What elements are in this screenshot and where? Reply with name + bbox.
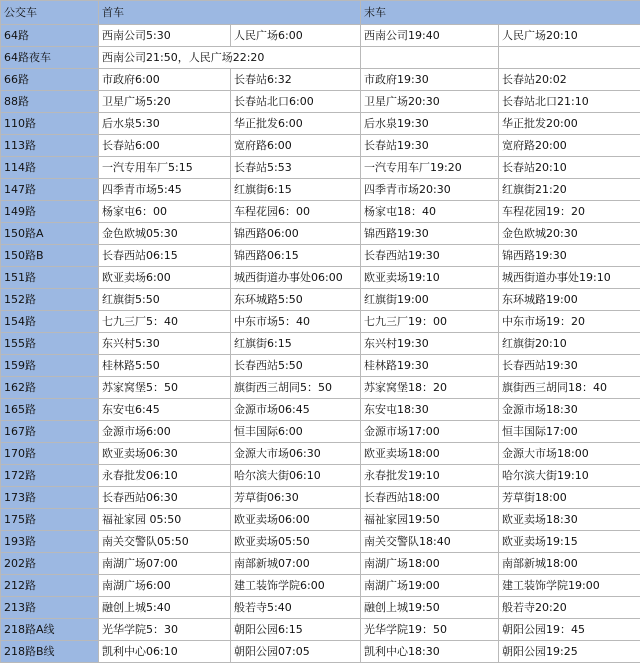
table-row [1, 333, 640, 355]
table-row [1, 377, 640, 399]
last-bus-cell: 南关交警队18:40 [361, 531, 499, 553]
route-cell: 66路 [1, 69, 99, 91]
first-bus-cell: 融创上城5:40 [99, 597, 231, 619]
last-bus-cell: 杨家屯18：40 [361, 201, 499, 223]
route-cell: 162路 [1, 377, 99, 399]
route-cell: 218路B线 [1, 641, 99, 663]
first-bus-cell: 长春站6:32 [231, 69, 361, 91]
route-cell: 150路B [1, 245, 99, 267]
table-row [1, 465, 640, 487]
first-bus-cell: 朝阳公园07:05 [231, 641, 361, 663]
last-bus-cell: 后水泉19:30 [361, 113, 499, 135]
last-bus-cell: 七九三厂19：00 [361, 311, 499, 333]
table-row [1, 355, 640, 377]
table-row [1, 619, 640, 641]
last-bus-cell: 南湖广场19:00 [361, 575, 499, 597]
table-row [1, 91, 640, 113]
last-bus-cell: 长春站20:10 [499, 157, 640, 179]
route-cell: 152路 [1, 289, 99, 311]
first-bus-cell: 四季青市场5:45 [99, 179, 231, 201]
first-bus-cell: 长春站5:53 [231, 157, 361, 179]
first-bus-cell: 杨家屯6：00 [99, 201, 231, 223]
schedule-body [1, 25, 640, 663]
first-bus-cell: 红旗街5:50 [99, 289, 231, 311]
last-bus-cell: 金源市场17:00 [361, 421, 499, 443]
route-cell: 151路 [1, 267, 99, 289]
last-bus-cell: 城西街道办事处19:10 [499, 267, 640, 289]
last-bus-cell: 长春西站19:30 [361, 245, 499, 267]
first-bus-cell: 南湖广场07:00 [99, 553, 231, 575]
table-row [1, 179, 640, 201]
first-bus-cell: 南部新城07:00 [231, 553, 361, 575]
last-bus-cell [361, 47, 499, 69]
route-cell: 212路 [1, 575, 99, 597]
first-bus-cell: 人民广场6:00 [231, 25, 361, 47]
first-bus-cell: 宽府路6:00 [231, 135, 361, 157]
first-bus-cell: 哈尔滨大街06:10 [231, 465, 361, 487]
last-bus-cell: 西南公司19:40 [361, 25, 499, 47]
table-row [1, 69, 640, 91]
last-bus-cell: 长春西站19:30 [499, 355, 640, 377]
route-cell: 165路 [1, 399, 99, 421]
table-row [1, 399, 640, 421]
last-bus-cell: 中东市场19：20 [499, 311, 640, 333]
table-row [1, 201, 640, 223]
first-bus-cell: 东环城路5:50 [231, 289, 361, 311]
last-bus-cell: 红旗街20:10 [499, 333, 640, 355]
last-bus-cell: 苏家窝堡18：20 [361, 377, 499, 399]
first-bus-cell: 金色欧城05:30 [99, 223, 231, 245]
last-bus-cell: 福祉家园19:50 [361, 509, 499, 531]
last-bus-cell: 凯利中心18:30 [361, 641, 499, 663]
first-bus-cell: 市政府6:00 [99, 69, 231, 91]
first-bus-cell: 华正批发6:00 [231, 113, 361, 135]
last-bus-cell: 金源市场18:30 [499, 399, 640, 421]
first-bus-cell: 一汽专用车厂5:15 [99, 157, 231, 179]
table-row [1, 135, 640, 157]
table-row [1, 443, 640, 465]
route-cell: 159路 [1, 355, 99, 377]
first-bus-cell: 红旗街6:15 [231, 179, 361, 201]
table-row [1, 641, 640, 663]
route-cell: 172路 [1, 465, 99, 487]
last-bus-cell: 锦西路19:30 [499, 245, 640, 267]
last-bus-cell: 金源大市场18:00 [499, 443, 640, 465]
table-row [1, 245, 640, 267]
last-bus-cell: 长春站20:02 [499, 69, 640, 91]
last-bus-cell: 旗街西三胡同18：40 [499, 377, 640, 399]
table-row [1, 311, 640, 333]
first-bus-cell: 长春西站5:50 [231, 355, 361, 377]
last-bus-cell: 建工装饰学院19:00 [499, 575, 640, 597]
first-bus-cell: 光华学院5：30 [99, 619, 231, 641]
last-bus-cell: 锦西路19:30 [361, 223, 499, 245]
last-bus-cell: 东兴村19:30 [361, 333, 499, 355]
first-bus-cell: 锦西路06:15 [231, 245, 361, 267]
route-cell: 150路A [1, 223, 99, 245]
last-bus-cell: 融创上城19:50 [361, 597, 499, 619]
first-bus-cell: 恒丰国际6:00 [231, 421, 361, 443]
route-cell: 64路 [1, 25, 99, 47]
first-bus-cell: 欧亚卖场06:00 [231, 509, 361, 531]
first-bus-cell: 红旗街6:15 [231, 333, 361, 355]
table-row [1, 113, 640, 135]
last-bus-cell: 一汽专用车厂19:20 [361, 157, 499, 179]
first-bus-cell: 金源大市场06:30 [231, 443, 361, 465]
header-route: 公交车 [1, 1, 99, 25]
route-cell: 64路夜车 [1, 47, 99, 69]
last-bus-cell: 欧亚卖场18:00 [361, 443, 499, 465]
first-bus-cell: 长春站6:00 [99, 135, 231, 157]
first-bus-cell: 后水泉5:30 [99, 113, 231, 135]
last-bus-cell [499, 47, 640, 69]
route-cell: 147路 [1, 179, 99, 201]
last-bus-cell: 卫星广场20:30 [361, 91, 499, 113]
first-bus-cell: 长春站北口6:00 [231, 91, 361, 113]
first-bus-cell: 七九三厂5：40 [99, 311, 231, 333]
table-row [1, 157, 640, 179]
table-row [1, 25, 640, 47]
route-cell: 154路 [1, 311, 99, 333]
last-bus-cell: 红旗街21:20 [499, 179, 640, 201]
table-row [1, 531, 640, 553]
first-bus-cell: 锦西路06:00 [231, 223, 361, 245]
last-bus-cell: 哈尔滨大街19:10 [499, 465, 640, 487]
first-bus-cell: 车程花园6：00 [231, 201, 361, 223]
first-bus-cell: 南关交警队05:50 [99, 531, 231, 553]
route-cell: 175路 [1, 509, 99, 531]
last-bus-cell: 长春站北口21:10 [499, 91, 640, 113]
table-row [1, 289, 640, 311]
first-bus-cell: 金源市场06:45 [231, 399, 361, 421]
first-bus-cell: 东兴村5:30 [99, 333, 231, 355]
last-bus-cell: 欧亚卖场19:15 [499, 531, 640, 553]
first-bus-cell: 般若寺5:40 [231, 597, 361, 619]
route-cell: 213路 [1, 597, 99, 619]
first-bus-cell: 旗街西三胡同5：50 [231, 377, 361, 399]
last-bus-cell: 光华学院19：50 [361, 619, 499, 641]
first-bus-cell: 欧亚卖场6:00 [99, 267, 231, 289]
last-bus-cell: 南湖广场18:00 [361, 553, 499, 575]
route-cell: 114路 [1, 157, 99, 179]
table-row [1, 597, 640, 619]
route-cell: 218路A线 [1, 619, 99, 641]
route-cell: 110路 [1, 113, 99, 135]
first-bus-cell: 长春西站06:15 [99, 245, 231, 267]
last-bus-cell: 朝阳公园19:25 [499, 641, 640, 663]
last-bus-cell: 长春西站18:00 [361, 487, 499, 509]
last-bus-cell: 朝阳公园19：45 [499, 619, 640, 641]
first-bus-cell: 苏家窝堡5：50 [99, 377, 231, 399]
table-row [1, 47, 640, 69]
first-bus-cell: 欧亚卖场06:30 [99, 443, 231, 465]
last-bus-cell: 车程花园19：20 [499, 201, 640, 223]
last-bus-cell: 华正批发20:00 [499, 113, 640, 135]
table-row [1, 575, 640, 597]
route-cell: 170路 [1, 443, 99, 465]
last-bus-cell: 东环城路19:00 [499, 289, 640, 311]
route-cell: 113路 [1, 135, 99, 157]
first-bus-cell: 西南公司21:50，人民广场22:20 [99, 47, 361, 69]
route-cell: 167路 [1, 421, 99, 443]
table-row [1, 487, 640, 509]
first-bus-cell: 凯利中心06:10 [99, 641, 231, 663]
last-bus-cell: 四季青市场20:30 [361, 179, 499, 201]
first-bus-cell: 金源市场6:00 [99, 421, 231, 443]
header-last-bus: 末车 [361, 1, 640, 25]
route-cell: 173路 [1, 487, 99, 509]
first-bus-cell: 永春批发06:10 [99, 465, 231, 487]
last-bus-cell: 市政府19:30 [361, 69, 499, 91]
last-bus-cell: 金色欧城20:30 [499, 223, 640, 245]
table-row [1, 223, 640, 245]
first-bus-cell: 欧亚卖场05:50 [231, 531, 361, 553]
route-cell: 149路 [1, 201, 99, 223]
first-bus-cell: 东安屯6:45 [99, 399, 231, 421]
last-bus-cell: 芳草街18:00 [499, 487, 640, 509]
table-row [1, 509, 640, 531]
last-bus-cell: 人民广场20:10 [499, 25, 640, 47]
table-row [1, 421, 640, 443]
first-bus-cell: 卫星广场5:20 [99, 91, 231, 113]
table-row [1, 267, 640, 289]
first-bus-cell: 西南公司5:30 [99, 25, 231, 47]
route-cell: 88路 [1, 91, 99, 113]
last-bus-cell: 欧亚卖场19:10 [361, 267, 499, 289]
last-bus-cell: 长春站19:30 [361, 135, 499, 157]
table-row [1, 553, 640, 575]
last-bus-cell: 恒丰国际17:00 [499, 421, 640, 443]
first-bus-cell: 芳草街06:30 [231, 487, 361, 509]
last-bus-cell: 般若寺20:20 [499, 597, 640, 619]
last-bus-cell: 永春批发19:10 [361, 465, 499, 487]
first-bus-cell: 福祉家园 05:50 [99, 509, 231, 531]
first-bus-cell: 桂林路5:50 [99, 355, 231, 377]
header-first-bus: 首车 [99, 1, 361, 25]
last-bus-cell: 东安屯18:30 [361, 399, 499, 421]
last-bus-cell: 宽府路20:00 [499, 135, 640, 157]
last-bus-cell: 欧亚卖场18:30 [499, 509, 640, 531]
route-cell: 193路 [1, 531, 99, 553]
first-bus-cell: 长春西站06:30 [99, 487, 231, 509]
last-bus-cell: 红旗街19:00 [361, 289, 499, 311]
first-bus-cell: 南湖广场6:00 [99, 575, 231, 597]
first-bus-cell: 建工装饰学院6:00 [231, 575, 361, 597]
last-bus-cell: 桂林路19:30 [361, 355, 499, 377]
first-bus-cell: 朝阳公园6:15 [231, 619, 361, 641]
first-bus-cell: 中东市场5：40 [231, 311, 361, 333]
header-row [1, 1, 640, 25]
first-bus-cell: 城西街道办事处06:00 [231, 267, 361, 289]
route-cell: 202路 [1, 553, 99, 575]
last-bus-cell: 南部新城18:00 [499, 553, 640, 575]
route-cell: 155路 [1, 333, 99, 355]
